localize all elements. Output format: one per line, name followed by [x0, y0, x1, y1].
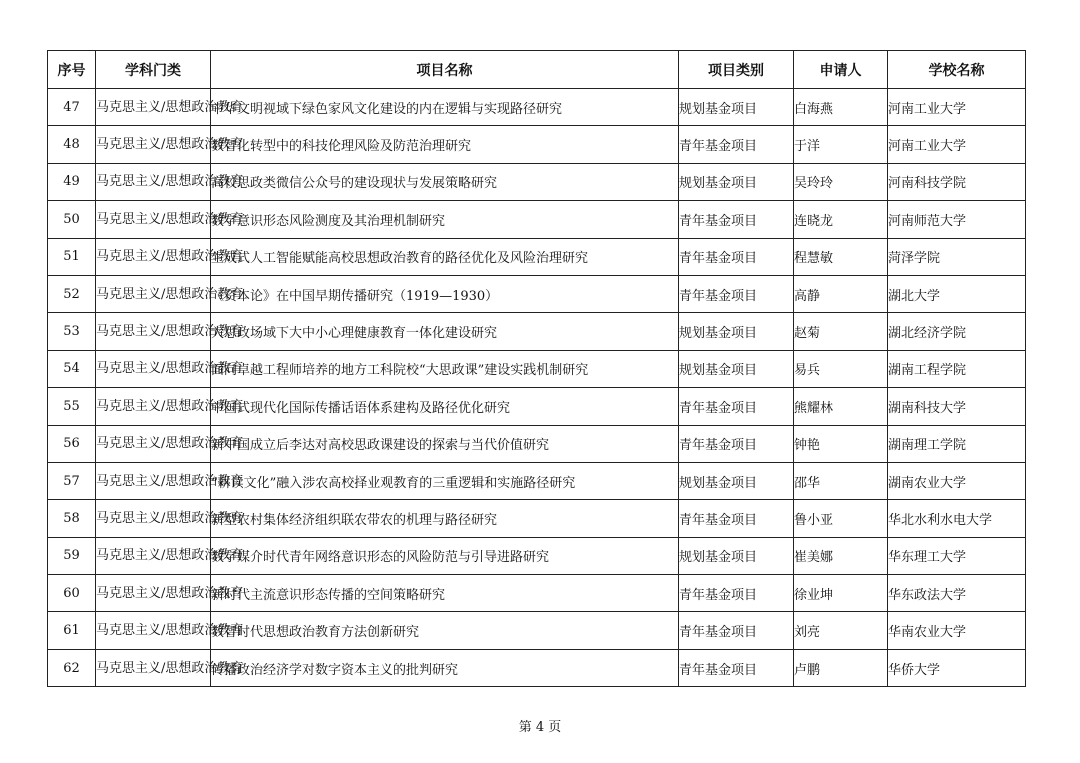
cell-seq: 61: [48, 612, 96, 649]
cell-project-name: 生成式人工智能赋能高校思想政治教育的路径优化及风险治理研究: [211, 238, 679, 275]
cell-subject: 马克思主义/思想政治教育: [96, 575, 211, 612]
cell-applicant: 刘亮: [794, 612, 888, 649]
cell-project-category: 青年基金项目: [679, 388, 794, 425]
cell-applicant: 易兵: [794, 350, 888, 387]
cell-project-category: 青年基金项目: [679, 275, 794, 312]
cell-seq: 54: [48, 350, 96, 387]
cell-seq: 48: [48, 126, 96, 163]
cell-school: 河南科技学院: [888, 163, 1026, 200]
table-row: [48, 462, 1026, 499]
table-row: [48, 388, 1026, 425]
document-page: [47, 50, 1025, 687]
cell-subject: 马克思主义/思想政治教育: [96, 500, 211, 537]
cell-subject: 马克思主义/思想政治教育: [96, 275, 211, 312]
cell-project-name: 数字意识形态风险测度及其治理机制研究: [211, 201, 679, 238]
header-applicant: 申请人: [794, 51, 888, 89]
cell-subject: 马克思主义/思想政治教育: [96, 89, 211, 126]
table-row: [48, 575, 1026, 612]
cell-project-name: “耕读文化”融入涉农高校择业观教育的三重逻辑和实施路径研究: [211, 462, 679, 499]
cell-project-name: 《资本论》在中国早期传播研究（1919—1930）: [211, 275, 679, 312]
cell-school: 华侨大学: [888, 649, 1026, 686]
cell-subject: 马克思主义/思想政治教育: [96, 612, 211, 649]
cell-school: 湖北大学: [888, 275, 1026, 312]
cell-applicant: 高静: [794, 275, 888, 312]
cell-school: 华东政法大学: [888, 575, 1026, 612]
table-header-row: [48, 51, 1026, 89]
cell-project-category: 规划基金项目: [679, 89, 794, 126]
table-row: [48, 313, 1026, 350]
cell-project-category: 规划基金项目: [679, 313, 794, 350]
table-row: [48, 537, 1026, 574]
cell-project-name: 大思政场域下大中小心理健康教育一体化建设研究: [211, 313, 679, 350]
cell-applicant: 熊耀林: [794, 388, 888, 425]
cell-project-name: 数智化转型中的科技伦理风险及防范治理研究: [211, 126, 679, 163]
cell-school: 华北水利水电大学: [888, 500, 1026, 537]
cell-project-name: 中国式现代化国际传播话语体系建构及路径优化研究: [211, 388, 679, 425]
cell-project-name: 数智时代思想政治教育方法创新研究: [211, 612, 679, 649]
cell-project-category: 青年基金项目: [679, 425, 794, 462]
cell-seq: 51: [48, 238, 96, 275]
cell-applicant: 于洋: [794, 126, 888, 163]
cell-subject: 马克思主义/思想政治教育: [96, 238, 211, 275]
cell-project-category: 青年基金项目: [679, 500, 794, 537]
table-row: [48, 126, 1026, 163]
cell-seq: 52: [48, 275, 96, 312]
cell-school: 河南师范大学: [888, 201, 1026, 238]
cell-school: 菏泽学院: [888, 238, 1026, 275]
table-body: [48, 89, 1026, 687]
cell-project-category: 青年基金项目: [679, 575, 794, 612]
cell-seq: 60: [48, 575, 96, 612]
cell-subject: 马克思主义/思想政治教育: [96, 163, 211, 200]
cell-applicant: 崔美娜: [794, 537, 888, 574]
cell-project-category: 规划基金项目: [679, 462, 794, 499]
cell-seq: 58: [48, 500, 96, 537]
cell-project-name: 新中国成立后李达对高校思政课建设的探索与当代价值研究: [211, 425, 679, 462]
cell-applicant: 徐业坤: [794, 575, 888, 612]
page-number: 第 4 页: [518, 720, 562, 735]
table-row: [48, 649, 1026, 686]
cell-applicant: 邵华: [794, 462, 888, 499]
header-subject: 学科门类: [96, 51, 211, 89]
cell-seq: 49: [48, 163, 96, 200]
cell-school: 湖南理工学院: [888, 425, 1026, 462]
cell-subject: 马克思主义/思想政治教育: [96, 425, 211, 462]
table-row: [48, 350, 1026, 387]
cell-project-category: 规划基金项目: [679, 537, 794, 574]
cell-applicant: 吴玲玲: [794, 163, 888, 200]
cell-seq: 59: [48, 537, 96, 574]
project-table: [47, 50, 1026, 687]
table-row: [48, 275, 1026, 312]
cell-project-category: 规划基金项目: [679, 163, 794, 200]
cell-project-name: 数字媒介时代青年网络意识形态的风险防范与引导进路研究: [211, 537, 679, 574]
header-school: 学校名称: [888, 51, 1026, 89]
cell-project-name: 新时代主流意识形态传播的空间策略研究: [211, 575, 679, 612]
cell-applicant: 卢鹏: [794, 649, 888, 686]
cell-school: 华南农业大学: [888, 612, 1026, 649]
table-row: [48, 201, 1026, 238]
cell-applicant: 程慧敏: [794, 238, 888, 275]
cell-applicant: 鲁小亚: [794, 500, 888, 537]
cell-project-category: 青年基金项目: [679, 201, 794, 238]
cell-project-name: 高校思政类微信公众号的建设现状与发展策略研究: [211, 163, 679, 200]
cell-seq: 57: [48, 462, 96, 499]
cell-seq: 56: [48, 425, 96, 462]
cell-subject: 马克思主义/思想政治教育: [96, 126, 211, 163]
cell-seq: 50: [48, 201, 96, 238]
cell-subject: 马克思主义/思想政治教育: [96, 350, 211, 387]
cell-school: 湖南科技大学: [888, 388, 1026, 425]
cell-school: 华东理工大学: [888, 537, 1026, 574]
table-row: [48, 163, 1026, 200]
header-project-name: 项目名称: [211, 51, 679, 89]
table-row: [48, 612, 1026, 649]
cell-subject: 马克思主义/思想政治教育: [96, 462, 211, 499]
cell-seq: 47: [48, 89, 96, 126]
cell-applicant: 钟艳: [794, 425, 888, 462]
cell-project-name: 中华文明视域下绿色家风文化建设的内在逻辑与实现路径研究: [211, 89, 679, 126]
cell-project-name: 传播政治经济学对数字资本主义的批判研究: [211, 649, 679, 686]
cell-subject: 马克思主义/思想政治教育: [96, 313, 211, 350]
cell-school: 河南工业大学: [888, 126, 1026, 163]
cell-subject: 马克思主义/思想政治教育: [96, 201, 211, 238]
header-seq: 序号: [48, 51, 96, 89]
table-row: [48, 425, 1026, 462]
header-project-category: 项目类别: [679, 51, 794, 89]
cell-project-name: 面向卓越工程师培养的地方工科院校“大思政课”建设实践机制研究: [211, 350, 679, 387]
table-row: [48, 500, 1026, 537]
cell-subject: 马克思主义/思想政治教育: [96, 649, 211, 686]
cell-subject: 马克思主义/思想政治教育: [96, 537, 211, 574]
table-row: [48, 89, 1026, 126]
cell-project-category: 规划基金项目: [679, 350, 794, 387]
cell-project-name: 新型农村集体经济组织联农带农的机理与路径研究: [211, 500, 679, 537]
cell-seq: 62: [48, 649, 96, 686]
cell-applicant: 白海燕: [794, 89, 888, 126]
cell-project-category: 青年基金项目: [679, 126, 794, 163]
cell-school: 湖北经济学院: [888, 313, 1026, 350]
cell-applicant: 连晓龙: [794, 201, 888, 238]
cell-project-category: 青年基金项目: [679, 238, 794, 275]
cell-project-category: 青年基金项目: [679, 649, 794, 686]
cell-seq: 55: [48, 388, 96, 425]
cell-school: 湖南工程学院: [888, 350, 1026, 387]
cell-subject: 马克思主义/思想政治教育: [96, 388, 211, 425]
cell-seq: 53: [48, 313, 96, 350]
table-row: [48, 238, 1026, 275]
cell-school: 河南工业大学: [888, 89, 1026, 126]
cell-project-category: 青年基金项目: [679, 612, 794, 649]
cell-school: 湖南农业大学: [888, 462, 1026, 499]
cell-applicant: 赵菊: [794, 313, 888, 350]
